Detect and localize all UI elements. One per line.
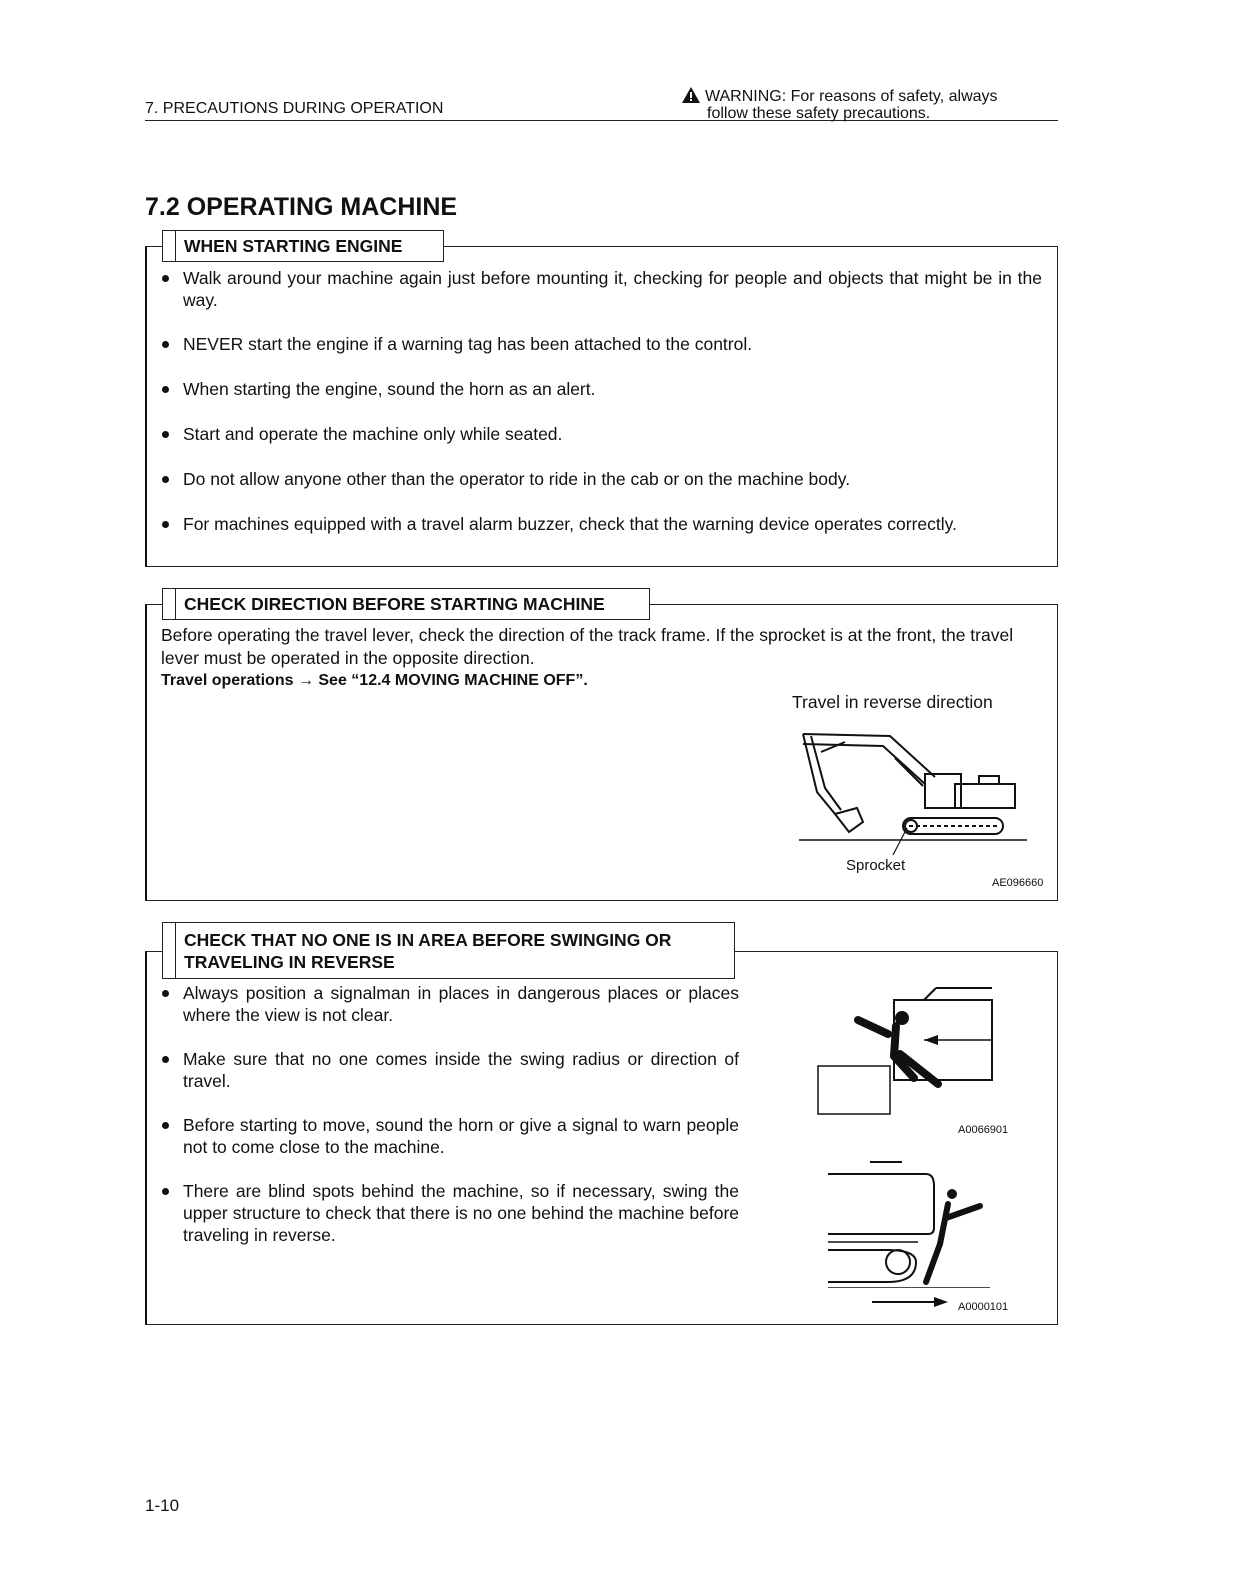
figure2-code: A0000101 [958, 1301, 1009, 1313]
figure-code: AE096660 [992, 877, 1044, 889]
warning-triangle-icon [681, 86, 701, 104]
label-tick [175, 589, 176, 619]
label-tick [175, 923, 176, 978]
sprocket-label: Sprocket [846, 857, 906, 874]
safety-warning-note [681, 86, 998, 122]
list-item: For machines equipped with a travel alarm buzzer, check that the warning device operates correctly. [145, 513, 1042, 535]
header-rule [145, 120, 1058, 121]
list-item: Do not allow anyone other than the operator to ride in the cab or on the machine body. [145, 468, 1042, 490]
when-starting-engine-label: WHEN STARTING ENGINE [162, 230, 444, 262]
reverse-travel-caption: Travel in reverse direction [792, 692, 993, 712]
swing-reverse-bullets [145, 982, 739, 1246]
reverse-direction-arrow-icon [870, 1296, 950, 1308]
section-title: 7.2 OPERATING MACHINE [145, 193, 458, 221]
page-number: 1-10 [145, 1496, 180, 1515]
swing-reverse-check-label: CHECK THAT NO ONE IS IN AREA BEFORE SWINGING OR TRAVELING IN REVERSE [162, 922, 735, 979]
label-tick [175, 231, 176, 261]
check-direction-label: CHECK DIRECTION BEFORE STARTING MACHINE [162, 588, 650, 620]
starting-engine-bullets [145, 267, 1042, 535]
list-item: When starting the engine, sound the horn as an alert. [145, 378, 1042, 400]
list-item: Always position a signalman in places in dangerous places or places where the view is not clear. [145, 982, 739, 1026]
travel-operations-reference: Travel operations → See “12.4 MOVING MACHINE OFF”. [161, 672, 588, 689]
chapter-heading: 7. PRECAUTIONS DURING OPERATION [145, 100, 444, 117]
list-item: Before starting to move, sound the horn or give a signal to warn people not to come close to the machine. [145, 1114, 739, 1158]
list-item: Make sure that no one comes inside the swing radius or direction of travel. [145, 1048, 739, 1092]
figure1-code: A0066901 [958, 1124, 1009, 1136]
warning-text-line2: follow these safety precautions. [707, 105, 931, 122]
warning-text-line1: WARNING: For reasons of safety, always [705, 88, 998, 105]
list-item: There are blind spots behind the machine, so if necessary, swing the upper structure to check that there is no one behind the machine before traveling in reverse. [145, 1180, 739, 1246]
list-item: NEVER start the engine if a warning tag has been attached to the control. [145, 333, 1042, 355]
swing-hazard-illustration [816, 982, 998, 1120]
excavator-reverse-illustration [795, 722, 1031, 862]
direction-instructions: Before operating the travel lever, check the direction of the track frame. If the sprocket is at the front, the travel lever must be operated in the opposite direction. [161, 625, 1014, 668]
list-item: Walk around your machine again just before mounting it, checking for people and objects that might be in the way. [145, 267, 1042, 311]
reverse-blind-spot-illustration [822, 1158, 998, 1288]
list-item: Start and operate the machine only while seated. [145, 423, 1042, 445]
